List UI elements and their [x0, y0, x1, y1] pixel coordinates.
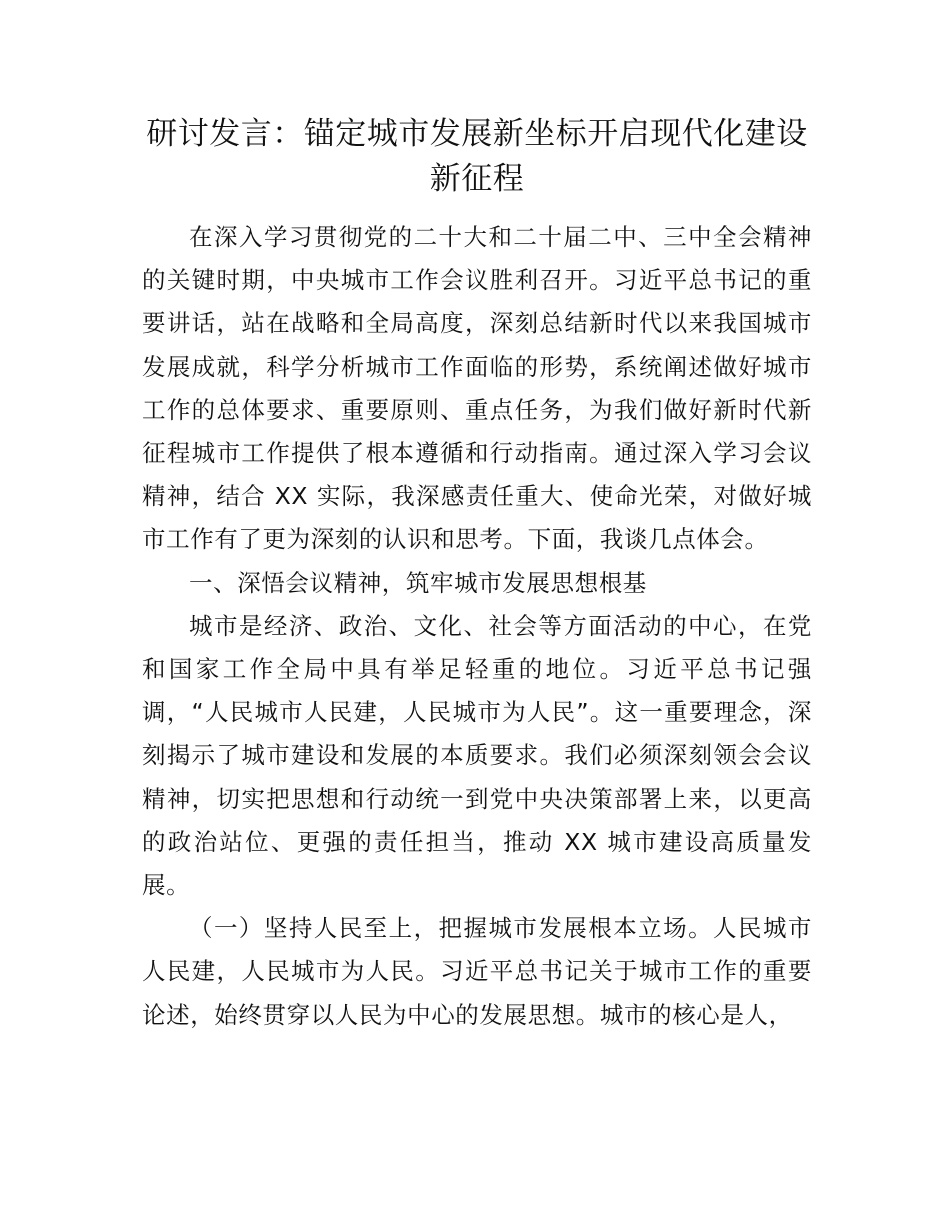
subsection-paragraph: （一）坚持人民至上，把握城市发展根本立场。人民城市人民建，人民城市为人民。习近平总书记关于城市工作的重要论述，始终贯穿以人民为中心的发展思想。城市的核心是人，: [142, 914, 812, 1029]
section-paragraph: 城市是经济、政治、文化、社会等方面活动的中心，在党和国家工作全局中具有举足轻重的地位。习近平总书记强调，“人民城市人民建，人民城市为人民”。这一重要理念，深刻揭示了城市建设和发展的本质要求。我们必须深刻领会会议精神，切实把思想和行动统一到党中央决策部署上来，以更高的政治站位、更强的责任担当，推动 XX 城市建设高质量发展。: [142, 611, 812, 900]
document-body: [142, 112, 812, 1037]
section-heading: 一、深悟会议精神，筑牢城市发展思想根基: [189, 568, 647, 597]
intro-paragraph: 在深入学习贯彻党的二十大和二十届二中、三中全会精神的关键时期，中央城市工作会议胜利召开。习近平总书记的重要讲话，站在战略和全局高度，深刻总结新时代以来我国城市发展成就，科学分析城市工作面临的形势，系统阐述做好城市工作的总体要求、重要原则、重点任务，为我们做好新时代新征程城市工作提供了根本遵循和行动指南。通过深入学习会议精神，结合 XX 实际，我深感责任重大、使命光荣，对做好城市工作有了更为深刻的认识和思考。下面，我谈几点体会。: [142, 223, 812, 554]
document-title: 研讨发言：锚定城市发展新坐标开启现代化建设新征程: [146, 116, 808, 197]
